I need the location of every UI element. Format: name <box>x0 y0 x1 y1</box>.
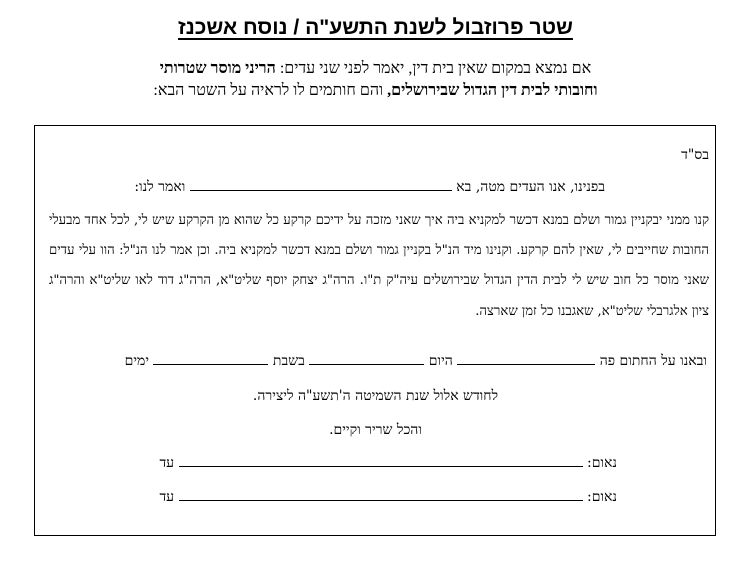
day-blank[interactable] <box>309 350 424 365</box>
signature-row-2 <box>159 486 617 506</box>
witness-label: עד <box>159 455 175 471</box>
place-blank[interactable] <box>457 350 595 365</box>
closing-line: והכל שריר וקיים. <box>329 422 422 438</box>
bsd-header: בס"ד <box>681 147 709 163</box>
declarant-name-blank[interactable] <box>190 176 452 191</box>
signature-label: נאום: <box>587 489 617 505</box>
signature-blank-1[interactable] <box>179 452 583 467</box>
witness-label: עד <box>159 489 175 505</box>
signature-row-1 <box>159 452 617 472</box>
prozbul-text: קנו ממני יבקניין גמור ושלם במנא דכשר למקניא ביה איך שאני מזכה על ידיכם קרקע כל שהוא מן הקרקע שיש לי, לכל אחד מבעלי החובות שחייבים לי, שאין להם קרקע. וקנינו מיד הנ"ל בקניין גמור ושלם במנא דכשר למקניא ביה. וכן אמר לנו הנ"ל: הוו עלי עדים שאני מוסר כל חוב שיש לי לבית הדין הגדול שבירושלים עיה"ק ת"ו. הרה"ג יצחק יוסף שליט"א, הרה"ג דוד לאו שליט"א והרה"ג ציון אלגרבלי שליט"א, שאגבנו כל זמן שארצה. <box>49 213 709 319</box>
signature-blank-2[interactable] <box>179 486 583 501</box>
document-title: שטר פרוזבול לשנת התשע"ה / נוסח אשכנז <box>178 16 573 39</box>
declarant-line: בפנינו, אנו העדים מטה, בא ואמר לנו: <box>134 176 605 196</box>
month-line: לחודש אלול שנת השמיטה ה'תשע"ה ליצירה. <box>252 388 499 404</box>
intro-instructions: אם נמצא במקום שאין בית דין, יאמר לפני שני עדים: הריני מוסר שטרותי וחובותי לבית דין הגדול שבירושלים, והם חותמים לו לראיה על השטר הבא: <box>153 60 598 99</box>
weekday-blank[interactable] <box>153 350 268 365</box>
date-line: ובאנו על החתום פה היום בשבת ימים <box>125 350 707 370</box>
signature-label: נאום: <box>587 455 617 471</box>
